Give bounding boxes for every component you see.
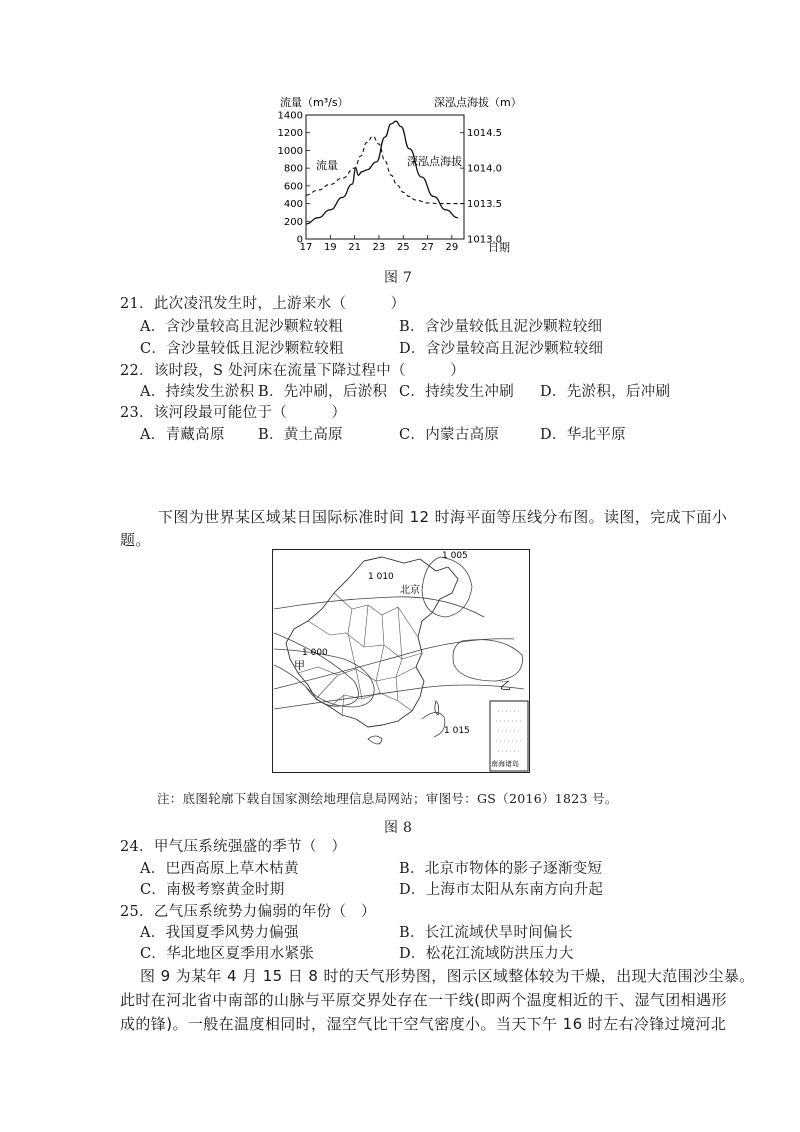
flow-series-label: 流量 xyxy=(316,159,338,172)
y-left-tick-label: 800 xyxy=(283,163,303,175)
x-tick-label: 21 xyxy=(348,242,361,253)
question-23-stem: 23．该河段最可能位于（ ） xyxy=(120,405,347,421)
question-25-option-b[interactable]: B．长江流域伏旱时间偏长 xyxy=(399,925,573,941)
figure-8-caption: 图 8 xyxy=(384,820,413,836)
figure-7-chart xyxy=(250,88,550,260)
question-21-option-a[interactable]: A．含沙量较高且泥沙颗粒较粗 xyxy=(140,319,344,335)
x-tick-label: 29 xyxy=(445,242,459,253)
question-25-stem: 25．乙气压系统势力偏弱的年份（ ） xyxy=(120,904,376,920)
question-23-option-d[interactable]: D．华北平原 xyxy=(540,427,626,443)
figure-8-map xyxy=(272,549,530,773)
x-tick-label: 19 xyxy=(323,242,337,253)
y-right-tick-label: 1014.0 xyxy=(467,163,502,175)
y-left-tick-label: 400 xyxy=(283,199,303,211)
question-22-option-b[interactable]: B．先冲刷，后淤积 xyxy=(258,384,388,400)
isobar-label-1015: 1 015 xyxy=(444,726,470,736)
question-21-option-d[interactable]: D．含沙量较高且泥沙颗粒较细 xyxy=(399,341,604,357)
y-right-tick-label: 1014.5 xyxy=(467,128,502,140)
question-22-option-d[interactable]: D．先淤积，后冲刷 xyxy=(540,384,671,400)
y-left-tick-label: 0 xyxy=(296,234,303,246)
x-tick-label: 17 xyxy=(299,242,313,253)
intro-3-line-2: 此时在河北省中南部的山脉与平原交界处存在一干线(即两个温度相近的干、湿气团相遇形 xyxy=(120,991,727,1009)
question-25-option-c[interactable]: C．华北地区夏季用水紧张 xyxy=(140,946,315,962)
intro-3-line-3: 成的锋)。一般在温度相同时，湿空气比干空气密度小。当天下午 16 时左右冷锋过境河北 xyxy=(120,1015,727,1033)
x-tick-label: 27 xyxy=(421,242,434,253)
flow-series-line xyxy=(306,121,458,224)
y-left-tick-label: 1000 xyxy=(277,145,303,157)
isobar-label-1000: 1 000 xyxy=(302,648,328,658)
label-jia: 甲 xyxy=(294,659,305,672)
label-beijing: 北京 xyxy=(400,585,420,596)
y-left-axis-label: 流量（m³/s） xyxy=(280,96,349,109)
x-axis-label: 日期 xyxy=(488,241,510,254)
question-22-stem: 22．该时段，S 处河床在流量下降过程中（ ） xyxy=(120,363,465,379)
inset-label: 南海诸岛 xyxy=(491,760,519,768)
question-25-option-a[interactable]: A．我国夏季风势力偏强 xyxy=(140,925,299,941)
y-left-tick-label: 200 xyxy=(283,216,303,228)
question-21-option-b[interactable]: B．含沙量较低且泥沙颗粒较细 xyxy=(399,319,603,335)
y-right-axis-label: 深泓点海拔（m） xyxy=(434,96,522,109)
question-24-option-c[interactable]: C．南极考察黄金时期 xyxy=(140,882,285,898)
question-24-option-b[interactable]: B．北京市物体的影子逐渐变短 xyxy=(399,861,603,877)
intro-3-line-1: 图 9 为某年 4 月 15 日 8 时的天气形势图，图示区域整体较为干燥，出现大范围沙尘暴。 xyxy=(140,967,755,985)
plot-frame xyxy=(306,115,464,239)
isobar-label-1010: 1 010 xyxy=(368,572,394,582)
question-21-stem: 21．此次凌汛发生时，上游来水（ ） xyxy=(120,296,406,312)
figure-8-note: 注：底图轮廓下载自国家测绘地理信息局网站；审图号：GS（2016）1823 号。 xyxy=(157,791,618,806)
question-23-option-b[interactable]: B．黄土高原 xyxy=(258,427,343,443)
question-24-option-d[interactable]: D．上海市太阳从东南方向升起 xyxy=(399,882,604,898)
x-tick-label: 25 xyxy=(396,242,410,253)
question-24-option-a[interactable]: A．巴西高原上草木枯黄 xyxy=(140,861,299,877)
elevation-series-label: 深泓点海拔 xyxy=(407,155,462,168)
question-24-stem: 24．甲气压系统强盛的季节（ ） xyxy=(120,839,347,855)
intro-2-line-2: 题。 xyxy=(120,531,151,549)
y-right-tick-label: 1013.5 xyxy=(467,199,502,211)
isobar-label-1005: 1 005 xyxy=(442,551,468,561)
y-left-tick-label: 600 xyxy=(283,181,303,193)
y-left-tick-label: 1200 xyxy=(277,128,303,140)
y-left-tick-label: 1400 xyxy=(277,110,303,122)
question-25-option-d[interactable]: D．松花江流域防洪压力大 xyxy=(399,946,574,962)
x-tick-label: 23 xyxy=(372,242,386,253)
question-23-option-c[interactable]: C．内蒙古高原 xyxy=(399,427,500,443)
figure-7-caption: 图 7 xyxy=(384,270,413,286)
label-yi: 乙 xyxy=(500,679,511,692)
intro-2-line-1: 下图为世界某区域某日国际标准时间 12 时海平面等压线分布图。读图，完成下面小 xyxy=(158,508,728,526)
question-23-option-a[interactable]: A．青藏高原 xyxy=(140,427,225,443)
question-21-option-c[interactable]: C．含沙量较低且泥沙颗粒较粗 xyxy=(140,341,344,357)
question-22-option-a[interactable]: A．持续发生淤积 xyxy=(140,384,255,400)
question-22-option-c[interactable]: C．持续发生冲刷 xyxy=(399,384,514,400)
y-right-tick-label: 1013.0 xyxy=(467,234,502,246)
